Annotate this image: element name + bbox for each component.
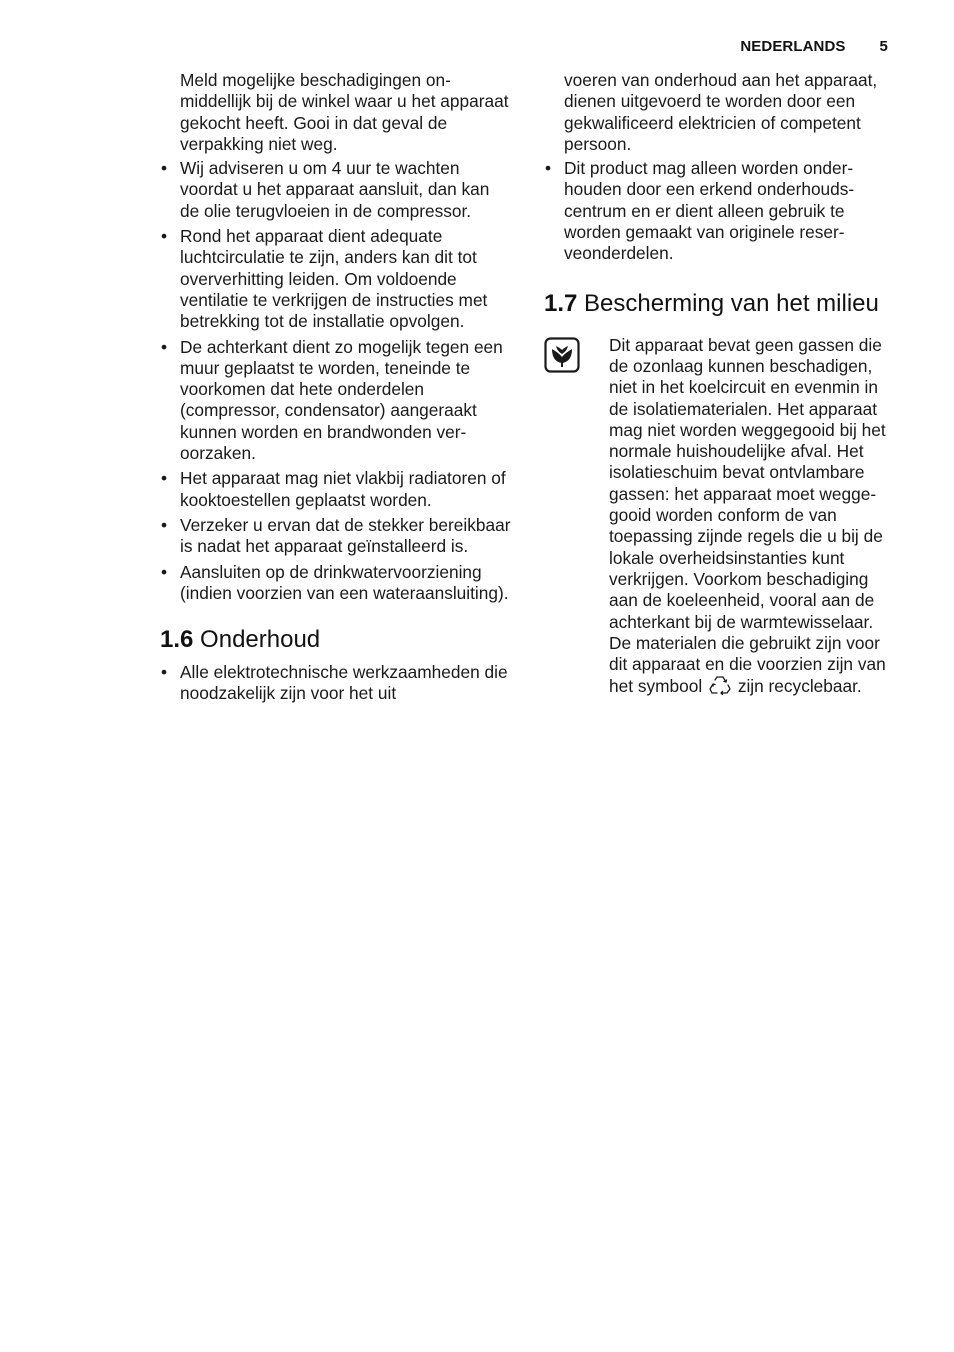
list-item-text: De achterkant dient zo mogelijk tegen een muur geplaatst te worden, teneinde te voorkomen dat hete onderdelen (compressor, condensator) aangeraakt kunnen worden en brandwonden veroorzaken. <box>180 336 503 464</box>
list-item-text: Wij adviseren u om 4 uur te wachten voordat u het apparaat aansluit, dan kan de olie terugvloeien in de compressor. <box>180 158 490 221</box>
left-column <box>160 70 512 705</box>
section-heading-onderhoud <box>160 626 512 653</box>
recycle-icon <box>709 675 731 695</box>
list-item: • Verzeker u ervan dat de stekker bereikbaar is nadat het apparaat geïnstalleerd is. <box>161 514 511 557</box>
section-title: Bescherming van het milieu <box>584 289 879 317</box>
section-number: 1.6 <box>160 626 194 654</box>
list-item: • Wij adviseren u om 4 uur te wachten voordat u het apparaat aansluit, dan kan de olie terugvloeien in de compressor. <box>161 158 490 221</box>
list-item-text: Verzeker u ervan dat de stekker bereikbaar is nadat het apparaat geïnstalleerd is. <box>180 514 511 557</box>
list-item-text: Alle elektrotechnische werkzaamheden die noodzakelijk zijn voor het uit <box>180 662 508 704</box>
list-item: • Het apparaat mag niet vlakbij radiatoren of kooktoestellen geplaatst worden. <box>161 468 506 510</box>
list-item-text: Aansluiten op de drinkwatervoorziening (indien voorzien van een wateraansluiting). <box>180 561 509 603</box>
environment-body-end: zijn recyclebaar. <box>737 676 862 697</box>
list-item-text: Dit product mag alleen worden onderhouden door een erkend onderhoudscentrum en er dient alleen gebruik te worden gemaakt van originele reserveonderdelen. <box>564 158 855 264</box>
list-item: • Alle elektrotechnische werkzaamheden die noodzakelijk zijn voor het uit <box>161 662 508 704</box>
list-item-text: Het apparaat mag niet vlakbij radiatoren of kooktoestellen geplaatst worden. <box>180 468 506 510</box>
right-column <box>544 70 896 698</box>
intro-paragraph: Meld mogelijke beschadigingen onmiddellijk bij de winkel waar u het apparaat gekocht heeft. Gooi in dat geval de verpakking niet weg. <box>180 70 509 154</box>
environment-text <box>609 335 896 698</box>
continuation-paragraph: voeren van onderhoud aan het apparaat, dienen uitgevoerd te worden door een gekwalificeerd elektricien of competent persoon. <box>564 70 878 154</box>
section-heading-milieu <box>544 290 896 317</box>
environment-body: Dit apparaat bevat geen gassen die de ozonlaag kunnen beschadigen, niet in het koelcircuit en evenmin in de isolatiematerialen. Het apparaat mag niet worden weggegooid bij het normale huishoudelijke afval. Het isolatieschuim bevat ontvlambare gassen: het apparaat moet weggegooid worden conform de van toepassing zijnde regels die u bij de lokale overheidsinstanties kunt verkrijgen. Voorkom beschadiging aan de koeleenheid, vooral aan de achterkant bij de warmtewisselaar. De materialen die gebruikt zijn voor dit apparaat en die voorzien zijn van het symbool <box>609 334 886 697</box>
list-item-text: Rond het apparaat dient adequate luchtcirculatie te zijn, anders kan dit tot oververhitting leiden. Om voldoende ventilatie te verkrijgen de instructies met betrekking tot de installatie opvolgen. <box>180 226 488 332</box>
list-item: • Dit product mag alleen worden onderhouden door een erkend onderhoudscentrum en er dient alleen gebruik te worden gemaakt van originele reserveonderdelen. <box>545 158 855 264</box>
list-item: • Aansluiten op de drinkwatervoorziening (indien voorzien van een wateraansluiting). <box>161 561 509 603</box>
environment-notice <box>544 335 896 698</box>
page-number: 5 <box>879 38 888 55</box>
list-item: • Rond het apparaat dient adequate luchtcirculatie te zijn, anders kan dit tot oververhitting leiden. Om voldoende ventilatie te verkrijgen de instructies met betrekking tot de installatie opvolgen. <box>161 226 488 332</box>
list-item: • De achterkant dient zo mogelijk tegen een muur geplaatst te worden, teneinde te voorkomen dat hete onderdelen (compressor, condensator) aangeraakt kunnen worden en brandwonden veroorzaken. <box>161 336 503 464</box>
section-title: Onderhoud <box>200 626 321 654</box>
environment-icon <box>544 337 580 373</box>
language-label: NEDERLANDS <box>740 38 846 55</box>
section-number: 1.7 <box>544 289 578 317</box>
page-header <box>740 38 888 55</box>
